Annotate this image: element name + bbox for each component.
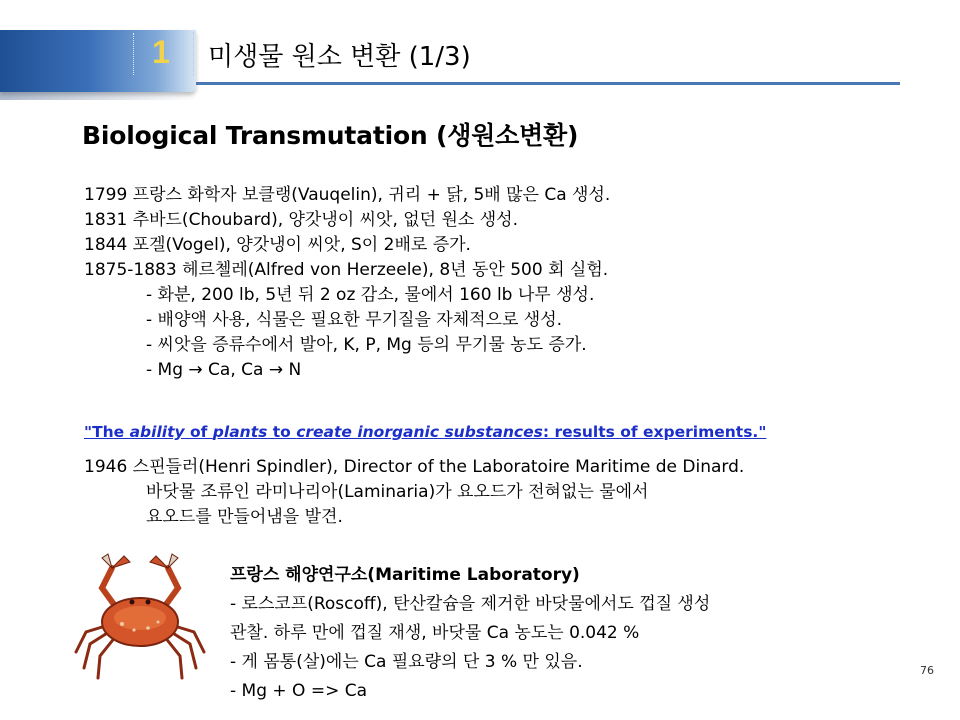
history-line: 1831 추바드(Choubard), 양갓냉이 씨앗, 없던 원소 생성. bbox=[84, 210, 519, 230]
maritime-lab-line: 관찰. 하루 만에 껍질 재생, 바닷물 Ca 농도는 0.042 % bbox=[230, 623, 640, 643]
maritime-lab-block bbox=[230, 561, 710, 706]
quote-part: of bbox=[184, 423, 213, 441]
page-number: 76 bbox=[920, 664, 934, 677]
experiment-point: - 씨앗을 증류수에서 발아, K, P, Mg 등의 무기물 농도 증가. bbox=[146, 335, 587, 355]
quote-part: plants bbox=[212, 423, 268, 441]
quote-part: "The bbox=[84, 423, 130, 441]
slide-title: 미생물 원소 변환 (1/3) bbox=[208, 42, 471, 72]
experiment-point: - 화분, 200 lb, 5년 뒤 2 oz 감소, 물에서 160 lb 나무 생성. bbox=[146, 285, 595, 305]
history-line: 1799 프랑스 화학자 보클랭(Vauqelin), 귀리 + 닭, 5배 많은 Ca 생성. bbox=[84, 185, 611, 205]
quote-part: create inorganic substances bbox=[296, 423, 543, 441]
quote-part: ability bbox=[129, 423, 185, 441]
maritime-lab-title: 프랑스 해양연구소(Maritime Laboratory) bbox=[230, 565, 580, 585]
history-line: 1844 포겔(Vogel), 양갓냉이 씨앗, S이 2배로 증가. bbox=[84, 235, 471, 255]
experiment-point: - Mg → Ca, Ca → N bbox=[146, 360, 302, 380]
crab-image bbox=[72, 552, 208, 682]
quote-part: : results of experiments." bbox=[542, 423, 767, 441]
section-heading: Biological Transmutation (생원소변환) bbox=[82, 121, 579, 150]
history-line: 1875-1883 헤르첼레(Alfred von Herzeele), 8년 동안 500 회 실험. bbox=[84, 260, 609, 280]
spindler-line: 1946 스핀들러(Henri Spindler), Director of the Laboratoire Maritime de Dinard. bbox=[84, 457, 745, 477]
history-list bbox=[84, 183, 610, 383]
spindler-line: 요오드를 만들어냄을 발견. bbox=[146, 507, 343, 527]
quote-part: to bbox=[267, 423, 297, 441]
title-underline bbox=[196, 82, 900, 85]
maritime-lab-line: - 게 몸통(살)에는 Ca 필요량의 단 3 % 만 있음. bbox=[230, 652, 583, 672]
maritime-lab-line: - 로스코프(Roscoff), 탄산칼슘을 제거한 바닷물에서도 껍질 생성 bbox=[230, 594, 711, 614]
header-divider-right bbox=[193, 32, 194, 76]
spindler-line: 바닷물 조류인 라미나리아(Laminaria)가 요오드가 전혀없는 물에서 bbox=[146, 482, 649, 502]
maritime-lab-line: - Mg + O => Ca bbox=[230, 681, 368, 701]
slide-number: 1 bbox=[152, 34, 170, 70]
spindler-block bbox=[84, 455, 744, 530]
quote-link[interactable] bbox=[84, 423, 766, 441]
experiment-point: - 배양액 사용, 식물은 필요한 무기질을 자체적으로 생성. bbox=[146, 310, 563, 330]
header-divider-left bbox=[133, 33, 134, 75]
